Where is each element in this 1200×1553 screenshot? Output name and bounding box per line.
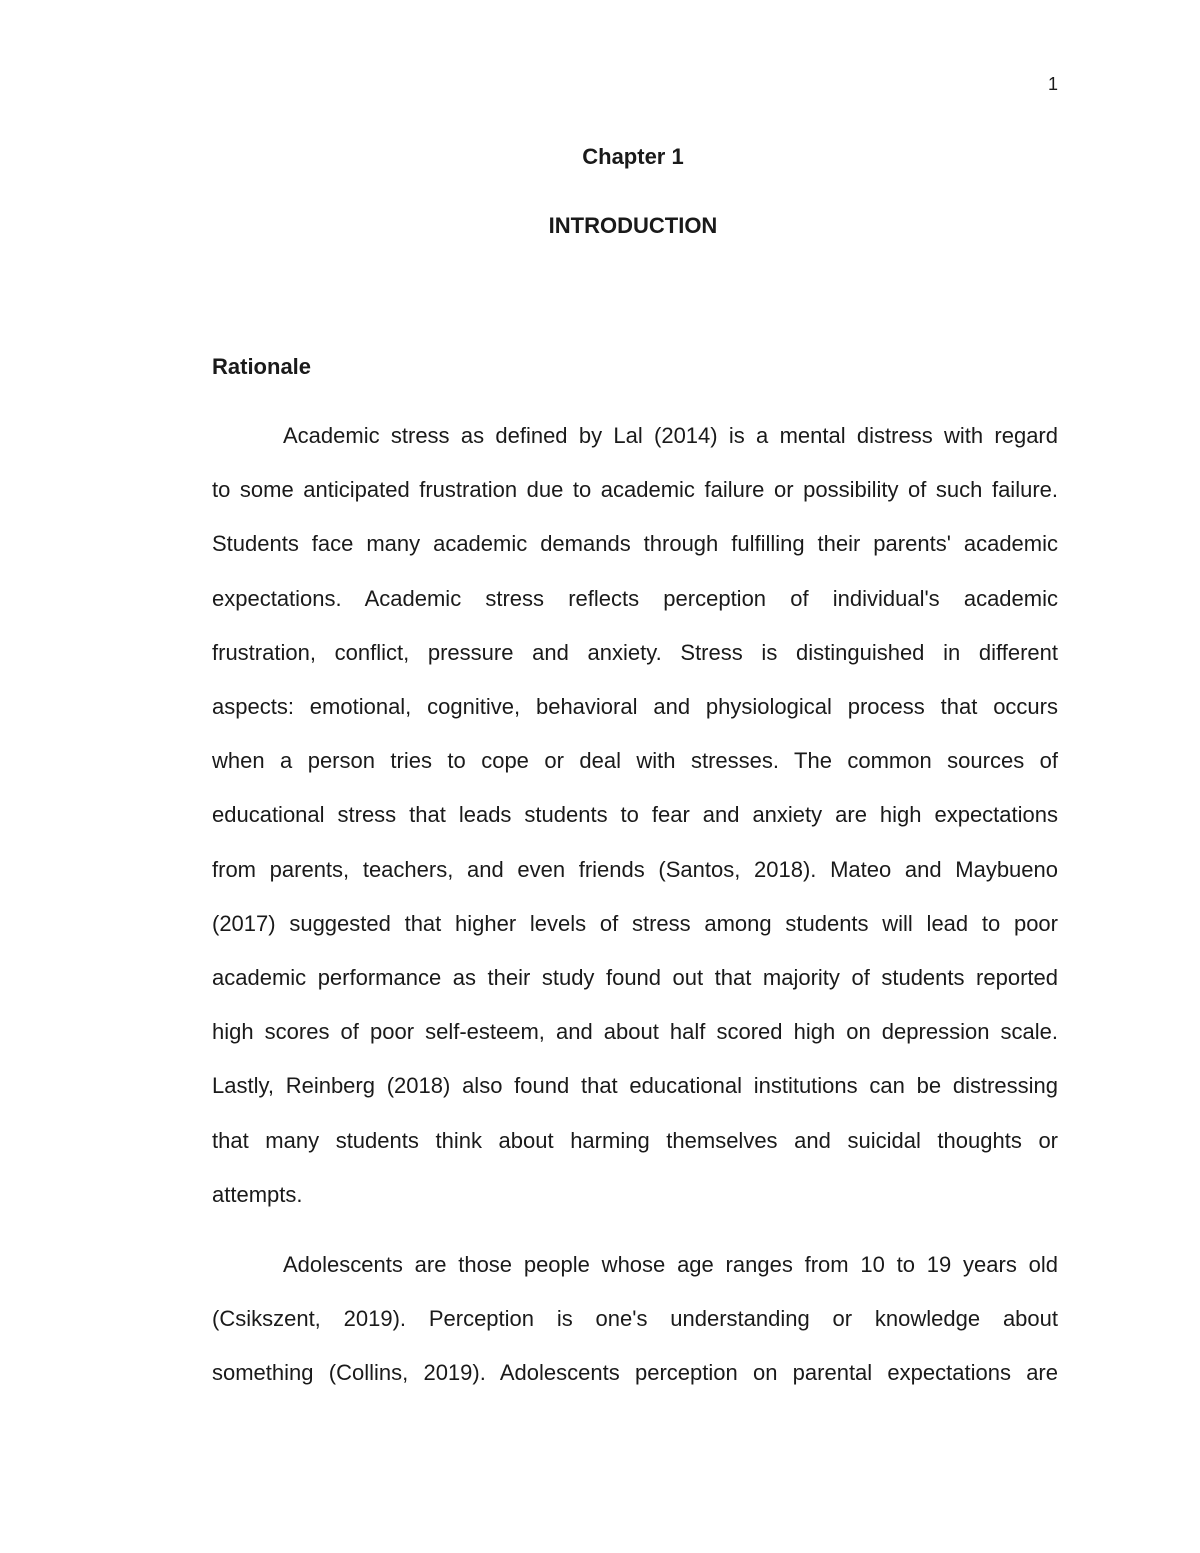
paragraph-line: to some anticipated frustration due to academic failure or possibility of such failure. <box>212 477 1058 503</box>
paragraph-line: Students face many academic demands through fulfilling their parents' academic <box>212 531 1058 557</box>
paragraph-line: Adolescents are those people whose age ranges from 10 to 19 years old <box>283 1252 1058 1277</box>
paragraph-line: (2017) suggested that higher levels of stress among students will lead to poor <box>212 910 1058 936</box>
paragraph-line: educational stress that leads students to fear and anxiety are high expectations <box>212 802 1058 828</box>
paragraph-line: attempts. <box>212 1181 303 1207</box>
paragraph-line: that many students think about harming themselves and suicidal thoughts or <box>212 1127 1058 1153</box>
paragraph-line: expectations. Academic stress reflects perception of individual's academic <box>212 585 1058 611</box>
page-number: 1 <box>1047 74 1058 94</box>
chapter-subtitle: INTRODUCTION <box>548 213 718 238</box>
paragraph-line: Academic stress as defined by Lal (2014) is a mental distress with regard <box>283 423 1058 448</box>
paragraph-line: Lastly, Reinberg (2018) also found that educational institutions can be distressing <box>212 1073 1058 1099</box>
paragraph-line: (Csikszent, 2019). Perception is one's understanding or knowledge about <box>212 1306 1058 1332</box>
paragraph-2 <box>212 1238 1058 1401</box>
section-heading: Rationale <box>212 354 312 379</box>
paragraph-line: academic performance as their study found out that majority of students reported <box>212 965 1058 991</box>
paragraph-line: when a person tries to cope or deal with stresses. The common sources of <box>212 748 1058 774</box>
chapter-title: Chapter 1 <box>582 144 684 169</box>
paragraph-1 <box>212 409 1058 1222</box>
paragraph-line: high scores of poor self-esteem, and about half scored high on depression scale. <box>212 1019 1058 1045</box>
paragraph-line: frustration, conflict, pressure and anxiety. Stress is distinguished in different <box>212 639 1058 665</box>
paragraph-line: from parents, teachers, and even friends (Santos, 2018). Mateo and Maybueno <box>212 856 1058 882</box>
paragraph-line: aspects: emotional, cognitive, behavioral and physiological process that occurs <box>212 694 1058 720</box>
paragraph-line: something (Collins, 2019). Adolescents perception on parental expectations are <box>212 1360 1058 1386</box>
